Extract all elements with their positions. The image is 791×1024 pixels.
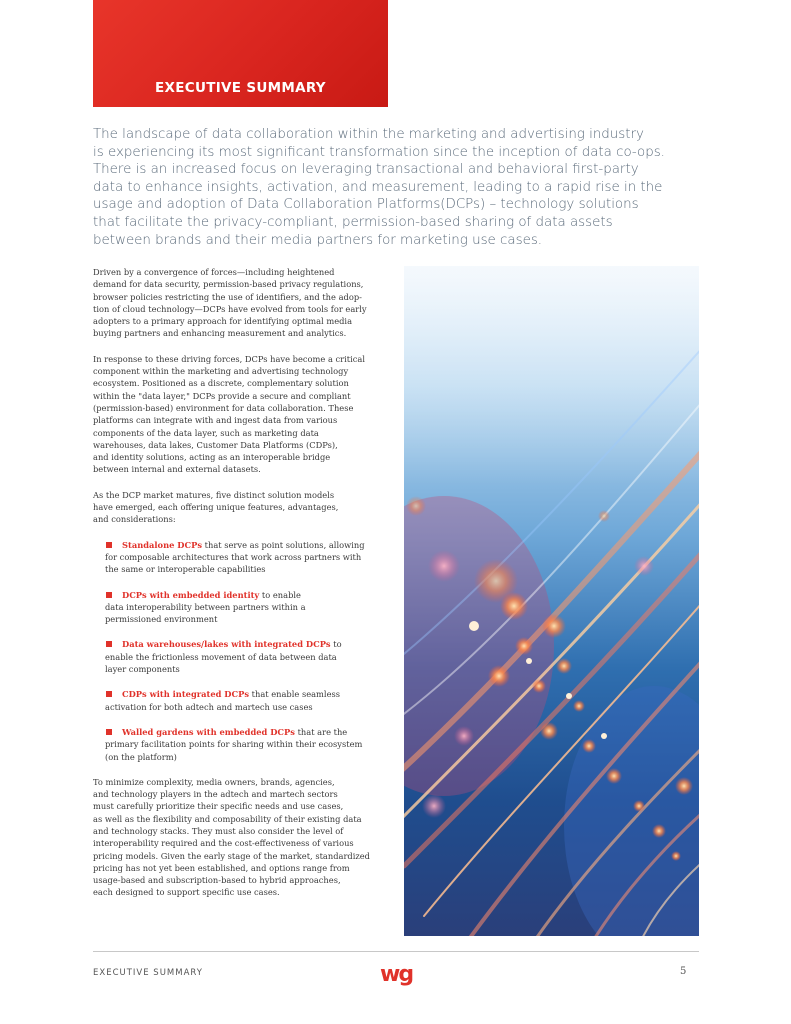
text-line: buying partners and enhancing measurement and analytics. [93, 328, 347, 339]
text-line: activation for both adtech and martech use cases [105, 701, 313, 712]
lede-line: data to enhance insights, activation, and measurement, leading to a rapid rise in the [93, 179, 663, 195]
section-title: EXECUTIVE SUMMARY [155, 80, 326, 96]
text-line: the same or interoperable capabilities [105, 564, 266, 575]
bullet-square-icon [106, 691, 112, 697]
text-line: data interoperability between partners within a [105, 601, 306, 612]
text-line: that serve as point solutions, allowing [202, 539, 365, 550]
text-line: warehouses, data lakes, Customer Data Platforms (CDPs), [93, 439, 338, 450]
lede-line: that facilitate the privacy-compliant, permission-based sharing of data assets [93, 214, 613, 230]
text-line: permissioned environment [105, 614, 218, 625]
wg-logo: wg [380, 962, 413, 987]
lede-line: There is an increased focus on leveraging transactional and behavioral first-party [93, 162, 639, 178]
text-line: primary facilitation points for sharing within their ecosystem [105, 739, 363, 750]
bullet-term: CDPs with integrated DCPs [122, 689, 249, 700]
solution-models-list [93, 539, 393, 763]
text-line: ecosystem. Positioned as a discrete, complementary solution [93, 378, 349, 389]
text-line: Driven by a convergence of forces—including heightened [93, 267, 335, 277]
bullet-term: DCPs with embedded identity [122, 589, 260, 600]
text-line: browser policies restricting the use of identifiers, and the adop- [93, 291, 362, 302]
text-line: demand for data security, permission-based privacy regulations, [93, 279, 364, 290]
list-item [93, 539, 393, 576]
lede-line: between brands and their media partners for marketing use cases. [93, 232, 543, 248]
text-line: pricing has not yet been established, and options range from [93, 862, 350, 873]
page-number: 5 [680, 966, 687, 977]
text-line: (permission-based) environment for data collaboration. These [93, 402, 354, 413]
text-line: interoperability required and the cost-effectiveness of various [93, 838, 354, 849]
text-line: pricing models. Given the early stage of the market, standardized [93, 850, 370, 861]
bullet-square-icon [106, 592, 112, 598]
text-line: and identity solutions, acting as an interoperable bridge [93, 452, 331, 463]
bullet-square-icon [106, 729, 112, 735]
text-line: within the "data layer," DCPs provide a secure and compliant [93, 390, 351, 401]
list-item [93, 726, 393, 763]
lede-paragraph [93, 126, 733, 249]
text-line: tion of cloud technology—DCPs have evolved from tools for early [93, 303, 367, 314]
text-line: that enable seamless [249, 689, 341, 700]
text-line: and technology players in the adtech and martech sectors [93, 789, 338, 800]
lede-line: is experiencing its most significant transformation since the inception of data co-ops. [93, 144, 665, 160]
text-line [105, 539, 393, 551]
text-line [105, 638, 393, 650]
text-line: for composable architectures that work across partners with [105, 551, 362, 562]
body-column [93, 266, 393, 912]
text-line [105, 688, 393, 700]
header-banner [93, 0, 388, 107]
fiber-optic-photo [404, 266, 699, 936]
bullet-square-icon [106, 641, 112, 647]
bullet-term: Standalone DCPs [122, 539, 203, 550]
bullet-term: Data warehouses/lakes with integrated DCPs [122, 639, 331, 650]
list-item [93, 688, 393, 713]
text-line: In response to these driving forces, DCPs have become a critical [93, 353, 366, 364]
text-line: to [330, 639, 342, 650]
paragraph-market [93, 489, 393, 526]
lede-line: The landscape of data collaboration within the marketing and advertising industry [93, 127, 644, 142]
footer-section-label: EXECUTIVE SUMMARY [93, 968, 203, 978]
paragraph-drivers [93, 266, 393, 340]
paragraph-response [93, 353, 393, 476]
text-line: platforms can integrate with and ingest data from various [93, 415, 338, 426]
bullet-term: Walled gardens with embedded DCPs [122, 726, 295, 737]
text-line: (on the platform) [105, 751, 177, 762]
text-line: adopters to a primary approach for identifying optimal media [93, 316, 353, 327]
text-line: To minimize complexity, media owners, brands, agencies, [93, 776, 335, 787]
list-item [93, 589, 393, 626]
text-line: to enable [259, 589, 301, 600]
paragraph-closing [93, 776, 393, 899]
text-line: layer components [105, 664, 180, 675]
text-line: each designed to support specific use cases. [93, 887, 280, 898]
list-item [93, 638, 393, 675]
text-line: as well as the flexibility and composability of their existing data [93, 813, 362, 824]
text-line: enable the frictionless movement of data between data [105, 651, 337, 662]
fiber-optic-illustration [404, 266, 699, 936]
text-line: usage-based and subscription-based to hybrid approaches, [93, 875, 341, 886]
text-line: and considerations: [93, 514, 176, 525]
footer-divider [93, 951, 699, 952]
text-line [105, 589, 393, 601]
text-line: that are the [294, 726, 348, 737]
text-line: components of the data layer, such as marketing data [93, 427, 319, 438]
text-line: have emerged, each offering unique features, advantages, [93, 502, 339, 513]
text-line: must carefully prioritize their specific needs and use cases, [93, 801, 344, 812]
bullet-square-icon [106, 542, 112, 548]
text-line: and technology stacks. They must also consider the level of [93, 825, 344, 836]
text-line [105, 726, 393, 738]
lede-line: usage and adoption of Data Collaboration Platforms(DCPs) – technology solutions [93, 197, 639, 213]
text-line: between internal and external datasets. [93, 464, 261, 475]
text-line: component within the marketing and advertising technology [93, 366, 349, 377]
text-line: As the DCP market matures, five distinct solution models [93, 489, 335, 500]
